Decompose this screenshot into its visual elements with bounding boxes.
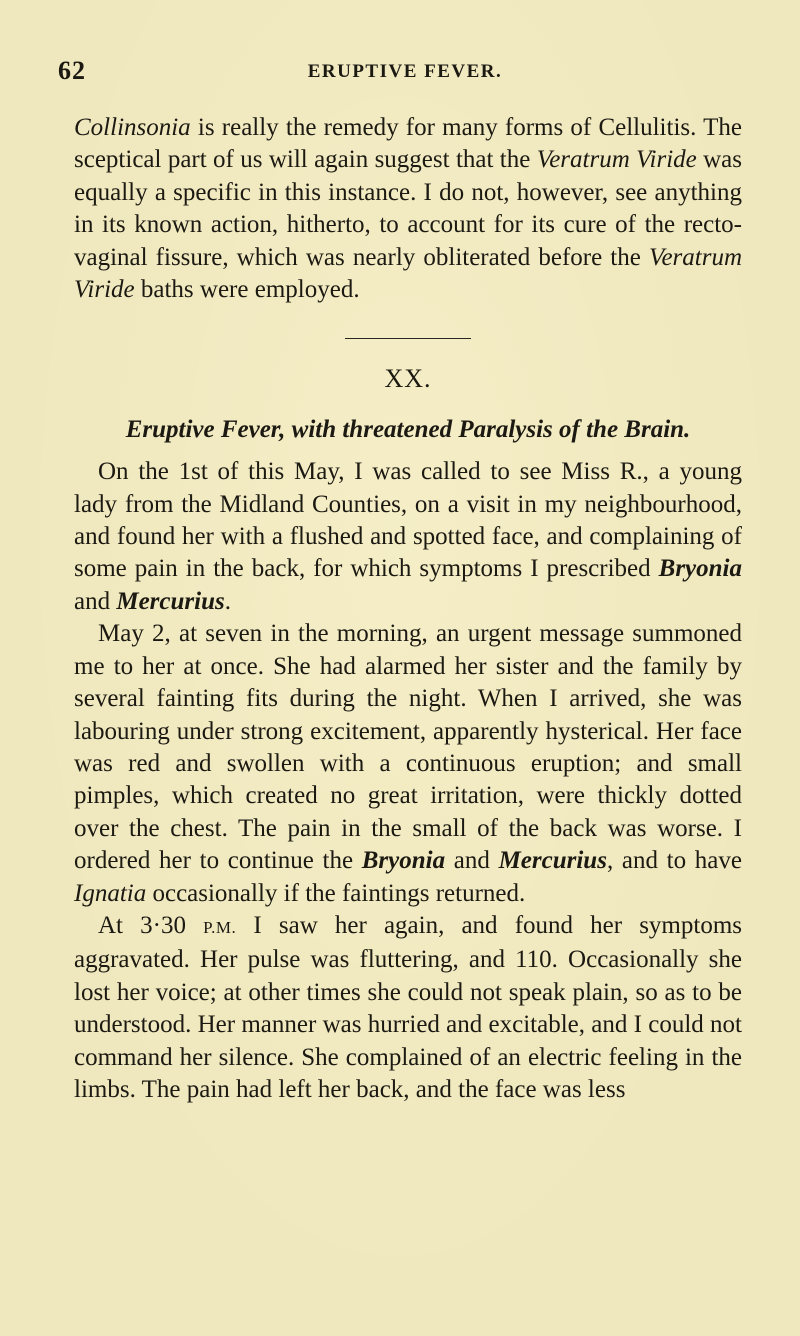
remedy-name: Veratrum Viride: [536, 146, 697, 174]
case-paragraph-3: [74, 910, 742, 1106]
time-abbreviation: P.M.: [203, 917, 237, 937]
section-number: XX.: [384, 364, 432, 394]
remedy-name: Veratrum Viride: [74, 243, 742, 304]
text-run: On the 1st of this May, I was called to see Miss R., a young lady from the Midland Counties, on a visit in my neighbourhood, and found her with a flushed and spotted face, and complaining of some pain in the back, for which symptoms I prescribed: [74, 458, 742, 583]
body-text: [74, 112, 742, 1106]
page-header: [58, 56, 752, 90]
text-run: .: [224, 587, 231, 615]
text-run: is really the remedy for many forms of Cellulitis. The sceptical part of us will again suggest that the: [74, 114, 742, 174]
text-run: , and to have: [606, 847, 742, 875]
case-paragraph-1: [74, 456, 742, 618]
text-run: At 3·30: [98, 911, 204, 939]
text-run: I saw her again, and found her symptoms aggravated. Her pulse was fluttering, and 110. Occasionally she lost her voice; at other times she could not speak plain, so as to be understood. Her manner was hurried and excitable, and I could not command her silence. She complained of an electric feeling in the limbs. The pain had left her back, and the face was less: [74, 911, 742, 1103]
text-run: baths were employed.: [134, 276, 360, 304]
text-run: and: [445, 847, 499, 875]
remedy-name: Mercurius: [498, 847, 607, 875]
text-run: occasionally if the faintings returned.: [146, 879, 526, 907]
section-divider: [345, 338, 471, 339]
remedy-name: Bryonia: [658, 555, 742, 583]
remedy-name: Bryonia: [361, 847, 446, 875]
remedy-name: Ignatia: [74, 879, 147, 907]
case-paragraph-2: [74, 618, 742, 910]
remedy-name: Mercurius: [116, 587, 225, 615]
remedy-name: Collinsonia: [74, 114, 191, 141]
section-title: Eruptive Fever, with threatened Paralysis of the Brain.: [125, 415, 691, 443]
text-run: was equally a specific in this instance. I do not, however, see anything in its known action, hitherto, to account for its cure of the recto-vaginal fissure, which was nearly obliterated before the: [74, 146, 743, 271]
text-run: and: [74, 587, 117, 615]
running-title: ERUPTIVE FEVER.: [307, 61, 503, 82]
page-number: 62: [58, 56, 86, 85]
intro-paragraph: [74, 112, 742, 306]
text-run: May 2, at seven in the morning, an urgent message summoned me to her at once. She had alarmed her sister and the family by several fainting fits during the night. When I arrived, she was labouring under strong excitement, apparently hysterical. Her face was red and swollen with a continuous eruption; and small pimples, which created no great irritation, were thickly dotted over the chest. The pain in the small of the back was worse. I ordered her to continue the: [74, 620, 742, 875]
